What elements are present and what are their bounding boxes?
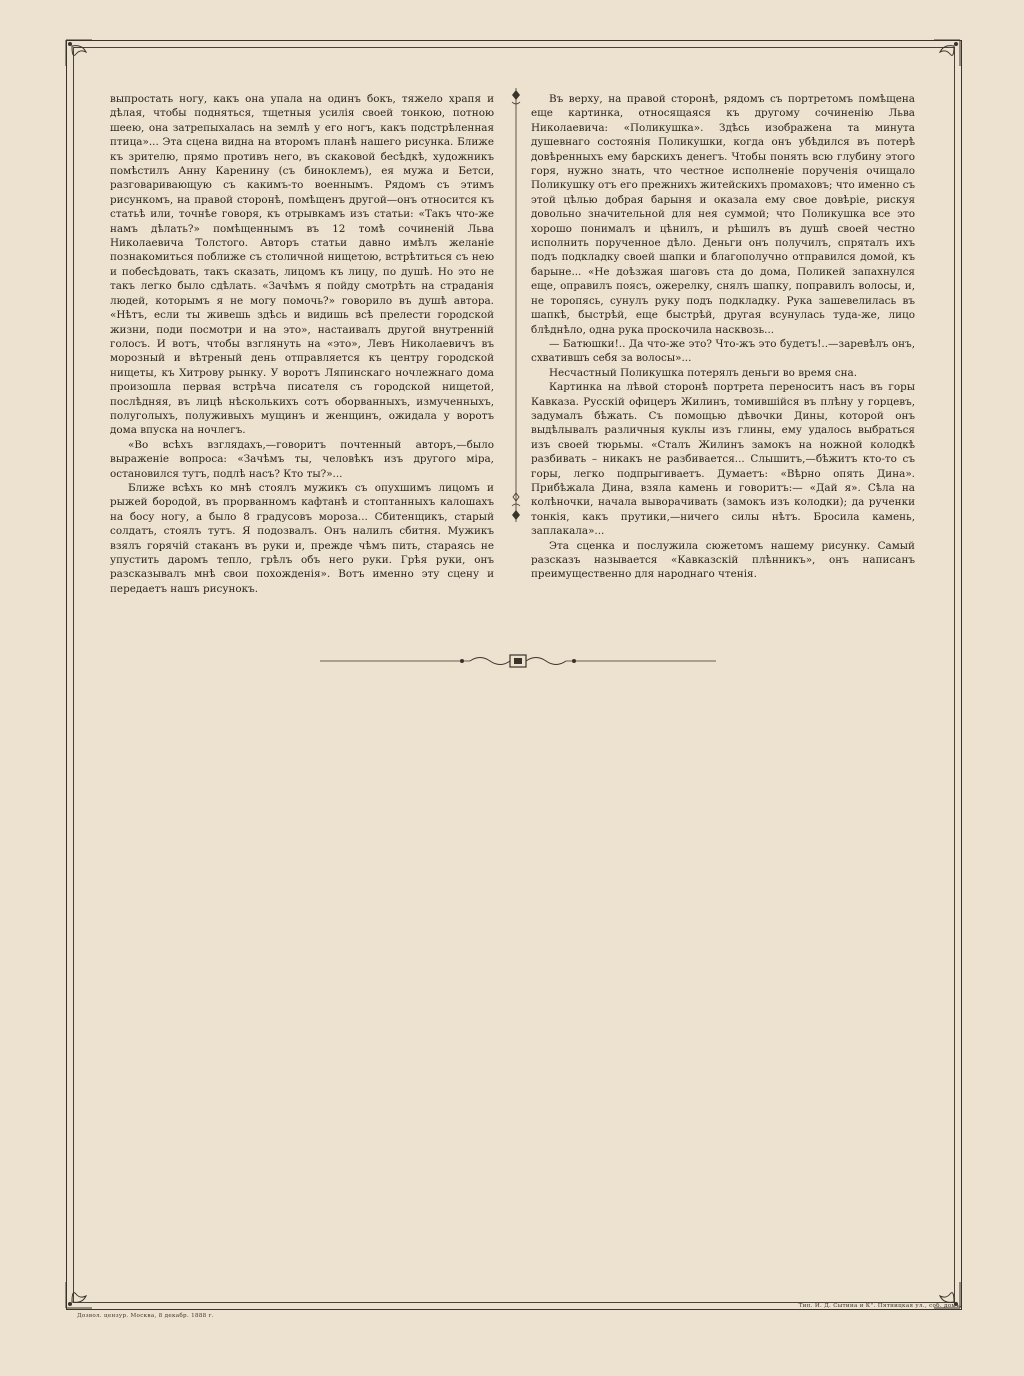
corner-ornament-bottom-left xyxy=(62,1278,96,1312)
paragraph: — Батюшки!.. Да что-же это? Что-жъ это будетъ!..—заревѣлъ онъ, схватившъ себя за волосы»... xyxy=(531,337,915,365)
corner-ornament-top-left xyxy=(62,36,96,70)
corner-ornament-top-right xyxy=(930,36,964,70)
paragraph: Въ верху, на правой сторонѣ, рядомъ съ портретомъ помѣщена еще картинка, относящаяся къ другому сочиненію Льва Николаевича: «Поликушка». Здѣсь изображена та минута душевнаго состоянія Поликушки, когда онъ убѣдился въ потерѣ довѣренныхъ ему барскихъ денегъ. Чтобы понять всю глубину этого горя, нужно знать, что честное исполненіе порученія очищало Поликушку отъ его прежнихъ житейскихъ промаховъ; что именно съ этой цѣлью добрая барыня и оказала ему свое довѣріе, рискуя довольно значительной для нея суммой; что Поликушка все это хорошо понималъ и цѣнилъ, и рѣшилъ въ душѣ своей честно исполнить порученное дѣло. Деньги онъ получилъ, спряталъ ихъ подъ подкладку своей шапки и благополучно отправился домой, къ барыне... «Не доѣзжая шаговъ ста до дома, Поликей запахнулся еще, оправилъ поясъ, ожерелку, снялъ шапку, поправилъ волосы, и, не торопясь, сунулъ руку подъ подкладку. Рука зашевелилась въ шапкѣ, быстрѣй, еще быстрѣй, другая всунулась туда-же, лицо блѣднѣло, одна рука проскочила насквозь... xyxy=(531,93,915,336)
paragraph: выпростать ногу, какъ она упала на одинъ бокъ, тяжело храпя и дѣлая, чтобы подняться, тщетныя усилія своей тонкою, потною шеею, она затрепыхалась на землѣ у его ногъ, какъ подстрѣленная птица»... Эта сцена видна на второмъ планѣ нашего рисунка. Ближе къ зрителю, прямо противъ него, въ скаковой бесѣдкѣ, художникъ помѣстилъ Анну Каренину (съ биноклемъ), ея мужа и Бетси, разговаривающую съ какимъ-то военнымъ. Рядомъ съ этимъ рисункомъ, на правой сторонѣ, помѣщенъ другой—онъ относится къ статьѣ или, точнѣе говоря, къ отрывкамъ изъ статьи: «Такъ что-же намъ дѣлать?» помѣщеннымъ въ 12 томѣ сочиненій Льва Николаевича Толстого. Авторъ статьи давно имѣлъ желаніе познакомиться поближе съ столичной нищетою, встрѣтиться съ нею и побесѣдовать, такъ сказать, лицомъ къ лицу, по душѣ. Но это не такъ легко было сдѣлать. «Зачѣмъ я пойду смотрѣть на страданія людей, которымъ я не могу помочь?» говорило въ душѣ автора. «Нѣтъ, если ты живешь здѣсь и видишь всѣ прелести городской жизни, поди посмотри и на это», настаивалъ другой внутренній голосъ. И вотъ, чтобы взглянуть на «это», Левъ Николаевичъ въ морозный и вѣтреный день отправляется къ центру городской нищеты, къ Хитрову рынку. У воротъ Ляпинскаго ночлежнаго дома произошла первая встрѣча писателя съ городской нищетой, послѣдняя, въ лицѣ нѣсколькихъ сотъ оборванныхъ, измученныхъ, полуголыхъ, полуживыхъ мущинъ и женщинъ, ожидала у воротъ дома впуска на ночлегъ. xyxy=(110,93,494,437)
censorship-note: Дозвол. цензур. Москва, 8 декабр. 1888 г. xyxy=(77,1313,214,1319)
printer-imprint: Тип. И. Д. Сытина и К°. Пятницкая ул., соб. домъ. xyxy=(798,1303,962,1309)
paragraph: «Во всѣхъ взглядахъ,—говоритъ почтенный авторъ,—было выраженіе вопроса: «Зачѣмъ ты, человѣкъ изъ другого міра, остановился тутъ, подлѣ насъ? Кто ты?»... xyxy=(110,438,494,480)
paragraph: Несчастный Поликушка потерялъ деньги во время сна. xyxy=(549,366,858,379)
ornamental-rule xyxy=(320,652,716,670)
paragraph: Ближе всѣхъ ко мнѣ стоялъ мужикъ съ опухшимъ лицомъ и рыжей бородой, въ прорванномъ кафтанѣ и стоптанныхъ калошахъ на босу ногу, а было 8 градусовъ мороза... Сбитенщикъ, старый солдатъ, стоялъ тутъ. Я подозвалъ. Онъ налилъ сбитня. Мужикъ взялъ горячій стаканъ въ руки и, прежде чѣмъ пить, стараясь не упустить даромъ тепло, грѣлъ объ него руки. Грѣя руки, онъ разсказывалъ мнѣ свои похожденія». Вотъ именно эту сцену и передаетъ нашъ рисунокъ. xyxy=(110,481,494,595)
column-divider-ornament xyxy=(509,88,523,522)
paragraph: Картинка на лѣвой сторонѣ портрета переноситъ насъ въ горы Кавказа. Русскій офицеръ Жилинъ, томившійся въ плѣну у горцевъ, задумалъ бѣжать. Съ помощью дѣвочки Дины, которой онъ выдѣлывалъ различныя куклы изъ глины, ему удалось выбраться изъ своей тюрьмы. «Сталъ Жилинъ замокъ на ножной колодкѣ разбивать – никакъ не разбивается... Слышитъ,—бѣжитъ кто-то съ горы, легко подпрыгиваетъ. Думаетъ: «Вѣрно опять Дина». Прибѣжала Дина, взяла камень и говоритъ:— «Дай я». Сѣла на колѣночки, начала выворачивать (замокъ изъ колодки); да рученки тонкія, какъ прутики,—ничего силы нѣтъ. Бросила камень, заплакала»... xyxy=(531,381,915,538)
text-column-left xyxy=(110,92,494,596)
paragraph: Эта сценка и послужила сюжетомъ нашему рисунку. Самый разсказъ называется «Кавказскій плѣнникъ», онъ написанъ преимущественно для народнаго чтенія. xyxy=(531,539,915,581)
text-column-right xyxy=(531,92,915,582)
